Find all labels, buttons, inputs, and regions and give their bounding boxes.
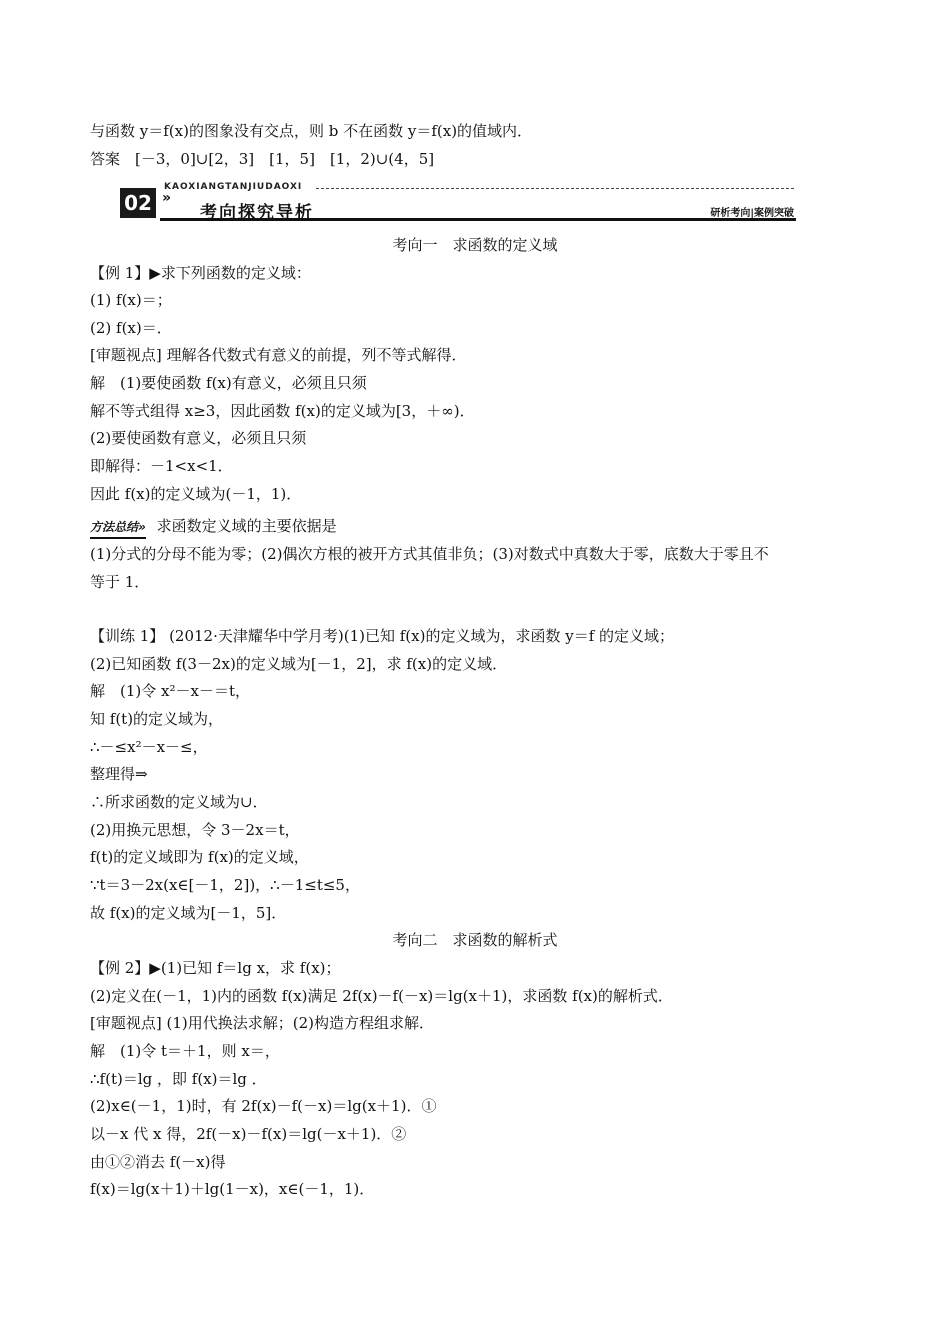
example-line: 即解得：－1<x<1． — [90, 457, 233, 475]
example-line: 解 (1)令 t＝＋1，则 x＝， — [90, 1042, 280, 1060]
text-line: 与函数 y＝f(x)的图象没有交点，则 b 不在函数 y＝f(x)的值域内． — [90, 122, 533, 140]
training-line: (2)用换元思想，令 3－2x＝t， — [90, 821, 300, 839]
method-summary — [90, 516, 337, 539]
section-heading: 考向二 求函数的解析式 — [392, 931, 558, 949]
training-line: ∵t＝3－2x(x∈[－1，2])，∴－1≤t≤5， — [90, 876, 360, 894]
example-line: (2)要使函数有意义，必须且只须 — [90, 429, 307, 447]
double-arrow-icon: » — [162, 190, 172, 206]
example-line: (2)定义在(－1，1)内的函数 f(x)满足 2f(x)－f(－x)＝lg(x＋1)，求函数 f(x)的解析式． — [90, 987, 673, 1005]
example-line: [审题视点] (1)用代换法求解；(2)构造方程组求解． — [90, 1014, 434, 1032]
example-line: (2)x∈(－1，1)时，有 2f(x)－f(－x)＝lg(x＋1)．① — [90, 1097, 437, 1115]
section-number-badge: 02 — [120, 188, 156, 218]
training-line: 整理得⇒ — [90, 765, 148, 783]
example-line: 解 (1)要使函数 f(x)有意义，必须且只须 — [90, 374, 367, 392]
method-line: 等于 1． — [90, 573, 150, 591]
example-line: 因此 f(x)的定义域为(－1，1)． — [90, 485, 302, 503]
example-line: (1) f(x)＝； — [90, 291, 172, 309]
training-line: 故 f(x)的定义域为[－1，5]． — [90, 904, 287, 922]
example-line: 解不等式组得 x≥3，因此函数 f(x)的定义域为[3，＋∞)． — [90, 402, 475, 420]
training-line: ∴－≤x²－x－≤， — [90, 738, 208, 756]
example-line: 【例 2】▶(1)已知 f＝lg x，求 f(x)； — [90, 959, 341, 977]
method-summary-text: 求函数定义域的主要依据是 — [156, 517, 337, 535]
training-line: 知 f(t)的定义域为， — [90, 710, 224, 728]
example-line: [审题视点] 理解各代数式有意义的前提，列不等式解得． — [90, 346, 467, 364]
method-line: (1)分式的分母不能为零；(2)偶次方根的被开方式其值非负；(3)对数式中真数大于零，底数大于零且不 — [90, 545, 769, 563]
example-line: ∴f(t)＝lg ，即 f(x)＝lg ． — [90, 1070, 267, 1088]
training-line: 解 (1)令 x²－x－＝t， — [90, 682, 250, 700]
example-line: 【例 1】▶求下列函数的定义域： — [90, 264, 311, 282]
banner-pinyin: KAOXIANGTANJIUDAOXI — [164, 182, 303, 192]
example-line: 由①②消去 f(－x)得 — [90, 1153, 226, 1171]
training-line: f(t)的定义域即为 f(x)的定义域， — [90, 848, 309, 866]
example-line: 以－x 代 x 得，2f(－x)－f(x)＝lg(－x＋1)．② — [90, 1125, 407, 1143]
banner-rule — [160, 218, 796, 221]
banner-title: 考向探究导析 — [200, 203, 314, 223]
example-line: f(x)＝lg(x＋1)＋lg(1－x)，x∈(－1，1)． — [90, 1180, 375, 1198]
example-line: (2) f(x)＝． — [90, 319, 172, 337]
answer-line: 答案 [－3，0]∪[2，3] [1，5] [1，2)∪(4，5] — [90, 150, 435, 168]
banner-subtitle: 研析考向|案例突破 — [710, 208, 794, 219]
section-heading: 考向一 求函数的定义域 — [392, 236, 558, 254]
section-banner — [120, 182, 796, 222]
training-line: (2)已知函数 f(3－2x)的定义域为[－1，2]，求 f(x)的定义域． — [90, 655, 508, 673]
training-line: 【训练 1】 (2012·天津耀华中学月考)(1)已知 f(x)的定义域为，求函数 y＝f 的定义域； — [90, 627, 675, 645]
training-line: ∴所求函数的定义域为∪． — [90, 793, 268, 811]
banner-dashed-rule — [316, 188, 794, 189]
method-summary-tag: 方法总结» — [90, 517, 146, 539]
